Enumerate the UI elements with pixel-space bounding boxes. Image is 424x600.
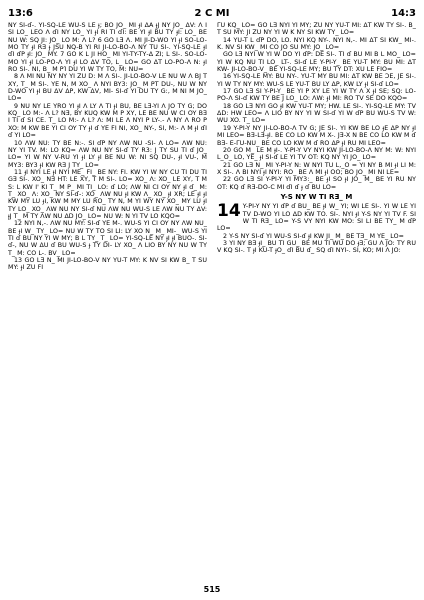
verse-paragraph: 17 GO LƎ SI Y-PI-Y_ BE YI P XY LE YI W TY Ʌ X ɟI SE; SQ: LO-PO-Ʌ SI-ɗ KW TY BE J LO_ LO: ΛW: ɟI MI: RO TV SE DO KQO=: [217, 88, 416, 103]
verse-paragraph: 16 YI-SQ-LE MY: BU NY-. YU-T MY BU MI: ΔT KW BE ƆE, JE SI-. YI W TY NY MY: WU-S LE YU-T BU LY ΔP, KW LY ɟI SI-ɗ LO=: [217, 73, 416, 88]
verse-paragraph: 3 YI NY BƎ ɟI_ BU TI GU_ BE MU TI WU DO ɟƎ; GU Ʌ JO: TY RU V KQ SI-. T ɟI KU-T ɟO_ ɗI BU ɗ_ SQ ɗI NYI-. SI, KO; MI Ʌ JO:: [217, 239, 416, 255]
verse-paragraph: 12 NYI N,-. ΛW NU MY: SI-ɗ YE M-. WU-S YI CI OY NY ΛW NU_ BE ɟI W_ TY_ LO= NU W TY TO SI LI: LY XO N_ M_ MI-_ WU-S YI TI ɗ BU NY YI W MY; B L TY_ T_ LO= YI-SQ-LE NY ɟI ɟI BUO-. SI-ɗ-, NU W ΔU ɗ BU WU-S ɟ TY DI- LY XO_ Ʌ LIO BY NY NU W TY T_ M: CO L-. BV_ LO=: [8, 220, 207, 257]
verse-paragraph: GO LƎ NYI W YI W DO YI ɗP: DE SI-. TI ɗ BU MI B L MO_ LO= YI W KQ NU TI LO_ LT-. SI-ɗ LE Y-PI-Y_ BE YU-T MY: BU MI: ΔT KW- JI-LO-BO-V_ BE YI-SQ-LE MY; BU TY DT: XU LE FIO=: [217, 51, 416, 74]
verse-paragraph: 20 GO M_ LE M ɟI-. Y-PI-Y VY NYI KW JI-LO-BO-Ʌ NY M: W: NYI L_O_ LO, YE_ ɟI SI-ɗ LE YI TV OT: KQ NY YI JO_ LO=: [217, 146, 416, 162]
verse-paragraph: 14 YU-T L ɗP DO, LO. NYI KQ NY-. NYI N,-. MI ΔT SI KW_ MI-. K. NV SI KW_ MI CO JO SU MY: JO_ LO=: [217, 36, 416, 52]
verse-paragraph: 11 ɟI NYI LE ɟI NYI ME_ FI_ BE NY: FI. KW YI W NY CU TI DU TI GƎ SI-. XO_ NƎ HT: LE XY, T M SI-. LO= XO_ Ʌ: XO_ LE XY, T M S: L KW I' KI T_ M P_ MI TI_ LO: ɗ LO; ΛW NI CI OY NY ɟI ɗ_ M: T_ XO_ Ʌ: XO_ NY SI-ɗ-: XO_ ΛW NU ɟI KW Ʌ_ XO_ ɟI XR; LE ɟI ɟI KW MY LU ɟI, KW M MY LU RO_ TY N, M YI WY NY XO_ MY LU ɟI TY LO_ XO_ ΛW NU NY SI-ɗ NU ΛW NU WU-S LE ΛW NU TY ΔV: ɟJ T_ M ΤΥ ΛW NU ΔD JO_ LO= NU W: N YI TV LO KQO=: [8, 168, 207, 220]
verse-paragraph: 19 Y-PI-Y NY JI-LO-BO-Ʌ TV G; JE SI-. YI KW BE LO ɟE ΔP NY ɟI MI LEO= BƎ-LƎ-ɟI. BE CO LO KW M X-. JƎ-X N BE CO LO KW M ɗ BƎ- E-ΓU-NU_ BE CO LO KW M ɗ RO ΔP ɟI RU MI LEO=: [217, 124, 416, 147]
header-right-reference: 14:3: [391, 7, 416, 19]
two-column-body: [8, 22, 416, 580]
header-left-reference: 13:6: [8, 7, 33, 19]
verse-text: Y-PI-Y NY YI ɗP ɗ BU_ BE ɟI W_ YI; WI LE SI-. YI W LE YI TV D-WO YI LO ΔD KW TO. SI-. NYI ɟI Y-S NY YI TV F. SI W TI RƎ_ LO= Y-S VY NYI KW MO: SI LI BE TY_ M ɗP LO=: [217, 203, 416, 233]
header-book-title: 2 C MI: [194, 7, 230, 19]
verse-paragraph: 8 Ʌ MI NU NY NY YI ZU D: M Ʌ SI-. JI-LO-BO-V LE NU W Ʌ BJ T XY, T_ M SI-. YE N, M XO_ Ʌ NYI BY3: JO_ M PT DU-, NU W NY D-WO YI ɟI BU ΔV ΔP, KW ΔV, MI- SI-ɗ YI DU TΥ G:, M NI M JO_ LO=: [8, 73, 207, 103]
page-number: 515: [203, 585, 221, 594]
right-text-column: [217, 22, 416, 580]
verse-paragraph: 18 GO LƎ NYI GO ɟI KW YU-T MY; HW. LE SI-. YI-SQ-LE MY: TV ΔD: HW LEO= Ʌ LIO BY NY YI W SI-ɗ YI W ɗP BU WU-S TV W: WU XO. T_ LO=: [217, 102, 416, 125]
running-header: [8, 6, 416, 20]
verse-paragraph: 10 ΛW NU: TY BE N:-. SI ɗP NY ΛW NU -SI- Ʌ LO= ΛW NU: NY YI TV. M: LO KQ= ΛW NU NY SI-ɗ TY R3: J TY SU TI ɗ JO_ LO= YI W NY V-RU YI ɟI LY ɟI BE NU W: NI SQ DU-, ɟI VU-, M MY3: BY3 ɟI KW RƎ J TY_ LO=: [8, 139, 207, 169]
verse-paragraph: 9 NU NY LE YRO YI ɟI Ʌ LY Ʌ TI ɟI BU, BE LƎ-YI Ʌ JO ΤΥ G; DO KQ_ LO M:- Ʌ L? NƎ, BY KUQ KW M P XY, LE BE NU W CI OY BƎ I TI ɗ SI CE. T_ LO M:- Ʌ L? Ʌ: MI LE Ʌ NYI P LY-.- Ʌ NY Ʌ RO P XO: M KW BE YI CI OY ΤΥ ɟI ɗ YE FI NI, XO_ NY-, SI, M:- Ʌ M ɟI ɗI ɗ YI LO=: [8, 102, 207, 140]
chapter-opening-paragraph: [217, 203, 416, 232]
verse-paragraph: NY SI-ɗ-. YI-SQ-LE WU-S LE ɟ; BO JO_ MI ɟI ΔA ɟJ NY JO_ ΔV: Ʌ I SI LO_ LEO Ʌ ɗI NY LO_ YI ɟI RI TI ɗI: BE YI ɟI BU ΤΥ ɟI: LO_ BE NU W: SQ JI: JO_ LO M: Ʌ L? 6 GO LƎ Ʌ. MI JI-D-WO YI ɟI SO-LO-MO ΤΥ ɟI RƎ ɟ JSU NQ-B YI RI JI-LO-BO-Ʌ NY TU SI-. YI-SQ-LE ɟI ɗI ɗP ɟI: JO_ MY. 7 GO K L JI HO_ MI YI-TY-TΥ-Δ ZI; L SI-. SO-LO-MO YI ɟI LO-PO-Ʌ YI ɟI LO ΔV TO, L_ LO= GO ΔT LO-PO-Ʌ N: ɟI RO SI-. NI, B_ M PΊ DU YI W TY TO, M: NU=: [8, 22, 207, 74]
left-text-column: [8, 22, 207, 580]
verse-paragraph: 13 GO LƎ N_ MI JI-LO-BO-V NY YU-T MY: K NV SI KW B_ T SU MY: ɟI ZU FI: [8, 257, 207, 272]
verse-paragraph: 2 Y-S NY SI-ɗ YI WU-S SI-ɗ ɟI KW JI_ M_ BE TƎ_ M YE_ LO=: [223, 232, 404, 240]
verse-paragraph: 22 GO LƎ SI Y-PI-Y YI MY3:_ BE ɟI SO ɟI JO_ M_ BE YI RU NY OT: KQ ɗ RƎ-DO-C MI ɗI ɗ ɟ ɗ BU LO=: [217, 176, 416, 191]
chapter-number: 14: [217, 201, 241, 222]
section-heading: Y-S NY W TI RƎ_ M: [280, 192, 353, 201]
verse-paragraph: ΓU KQ_ LO= GO LƎ NYI YI MY; ZU NY YU-T MI: ΔT KW TY SI-. B_ T SU MY: JI ZU NY YI W K NY SI KW TY_ LO=: [217, 22, 416, 37]
verse-paragraph: 21 GO LƎ N_ MI Y-PI-Y N: W NYI TU L,_O = YI NY B MI ɟI LI M: X SI-. Ʌ BI NYI ɟI NYI: RO_ BE Ʌ MI ɟI OO; BO JO_ MI NI LE=: [217, 161, 416, 176]
